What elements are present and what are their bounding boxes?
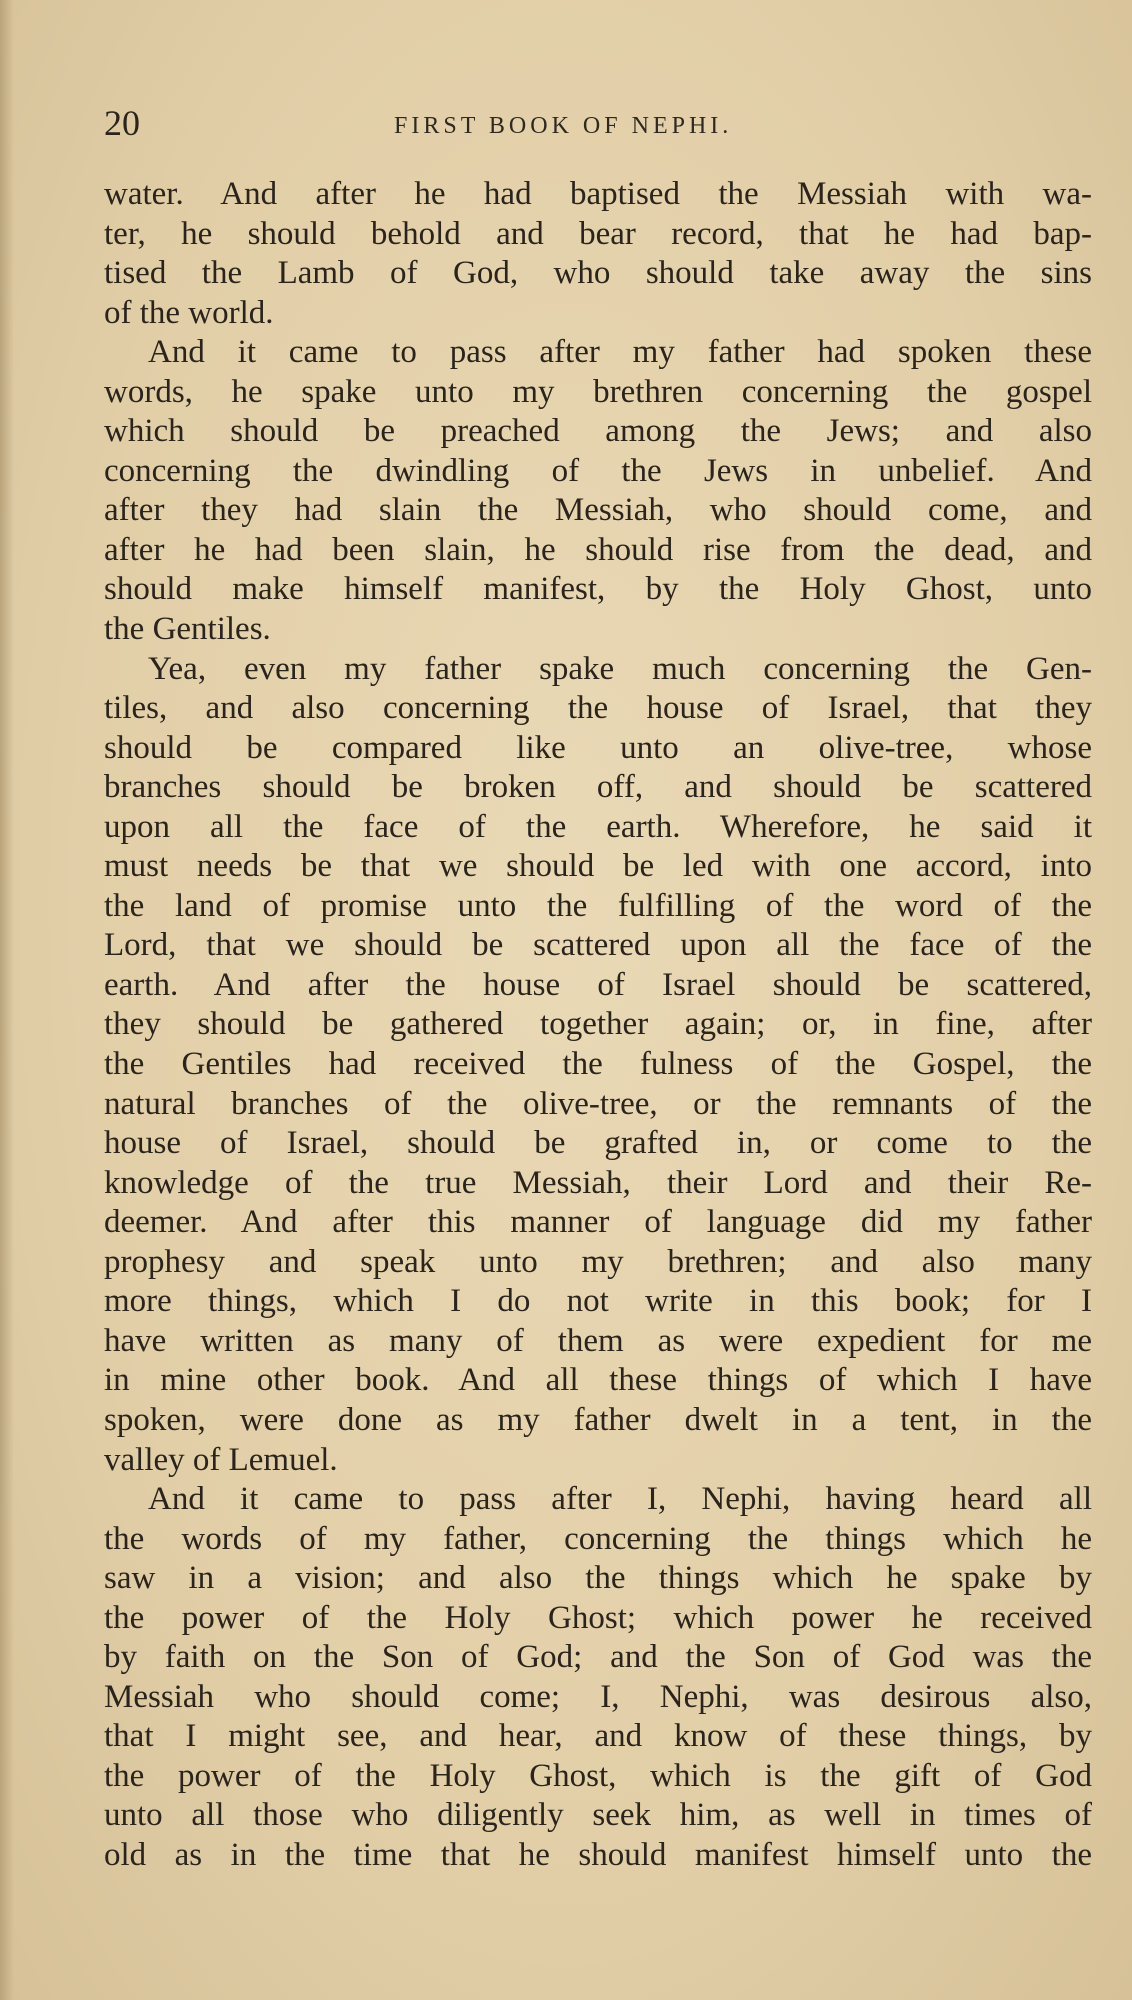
text-line: the power of the Holy Ghost, which is the gift of God [104, 1757, 1092, 1794]
text-line: that I might see, and hear, and know of these things, by [104, 1718, 1092, 1755]
text-line: the land of promise unto the fulfilling of the word of the [104, 887, 1092, 924]
text-line: should make himself manifest, by the Holy Ghost, unto [104, 571, 1092, 608]
text-line: tised the Lamb of God, who should take away the sins [104, 255, 1092, 292]
text-line: should be compared like unto an olive-tree, whose [104, 729, 1092, 766]
running-title: FIRST BOOK OF NEPHI. [394, 113, 733, 139]
text-line: deemer. And after this manner of language did my father [104, 1204, 1092, 1241]
text-line: saw in a vision; and also the things which he spake by [104, 1560, 1092, 1597]
text-line: unto all those who diligently seek him, as well in times of [104, 1797, 1092, 1834]
body-text [104, 175, 1092, 1876]
text-line: prophesy and speak unto my brethren; and also many [104, 1243, 1092, 1280]
text-line: the Gentiles. [104, 611, 271, 648]
text-line: after he had been slain, he should rise from the dead, and [104, 531, 1092, 568]
text-line: they should be gathered together again; or, in fine, after [104, 1006, 1092, 1043]
text-line: have written as many of them as were expedient for me [104, 1322, 1092, 1359]
text-line: earth. And after the house of Israel should be scattered, [104, 966, 1092, 1003]
text-line: the power of the Holy Ghost; which power he received [104, 1599, 1092, 1636]
text-line: knowledge of the true Messiah, their Lord and their Re- [104, 1164, 1092, 1201]
text-line: valley of Lemuel. [104, 1441, 338, 1478]
text-line: concerning the dwindling of the Jews in unbelief. And [104, 452, 1092, 489]
text-line: Lord, that we should be scattered upon all the face of the [104, 927, 1092, 964]
text-line: of the world. [104, 294, 274, 331]
text-line: by faith on the Son of God; and the Son of God was the [104, 1639, 1092, 1676]
text-line: more things, which I do not write in this book; for I [104, 1283, 1092, 1320]
text-line: old as in the time that he should manifest himself unto the [104, 1836, 1092, 1873]
text-line: must needs be that we should be led with one accord, into [104, 848, 1092, 885]
text-line: tiles, and also concerning the house of Israel, that they [104, 690, 1092, 727]
text-line: Yea, even my father spake much concerning the Gen- [148, 650, 1092, 687]
text-line: branches should be broken off, and should be scattered [104, 769, 1092, 806]
text-line: which should be preached among the Jews; and also [104, 413, 1092, 450]
text-line: ter, he should behold and bear record, that he had bap- [104, 215, 1092, 252]
text-line: spoken, were done as my father dwelt in a tent, in the [104, 1401, 1092, 1438]
text-line: Messiah who should come; I, Nephi, was desirous also, [104, 1678, 1092, 1715]
text-line: house of Israel, should be grafted in, or come to the [104, 1125, 1092, 1162]
page-header [104, 100, 1094, 146]
text-line: water. And after he had baptised the Messiah with wa- [104, 176, 1092, 212]
text-line: upon all the face of the earth. Wherefore, he said it [104, 808, 1092, 845]
text-line: words, he spake unto my brethren concerning the gospel [104, 373, 1092, 410]
text-line: in mine other book. And all these things of which I have [104, 1362, 1092, 1399]
text-line: natural branches of the olive-tree, or the remnants of the [104, 1085, 1092, 1122]
text-line: after they had slain the Messiah, who should come, and [104, 492, 1092, 529]
text-line: the words of my father, concerning the things which he [104, 1520, 1092, 1557]
text-line: And it came to pass after my father had spoken these [148, 334, 1092, 371]
text-line: And it came to pass after I, Nephi, having heard all [148, 1481, 1092, 1518]
text-line: the Gentiles had received the fulness of the Gospel, the [104, 1046, 1092, 1083]
page-number: 20 [104, 103, 140, 143]
